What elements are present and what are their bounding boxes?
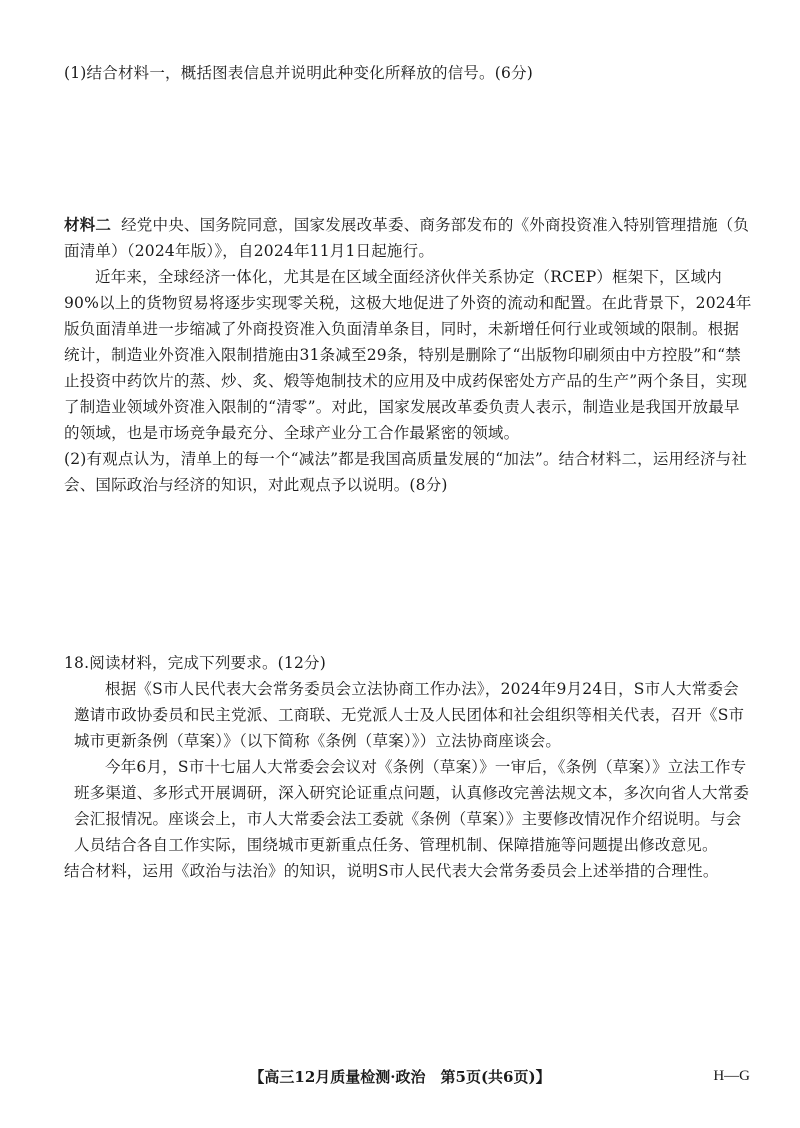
material-2 (64, 212, 754, 498)
question-18-task: 结合材料，运用《政治与法治》的知识，说明S市人民代表大会常务委员会上述举措的合理性。 (64, 862, 719, 880)
material-2-label: 材料二 (64, 215, 112, 234)
question-18-heading: 18.阅读材料，完成下列要求。(12分) (64, 654, 326, 672)
material-2-intro-paragraph (64, 212, 754, 264)
paper-code: H—G (713, 1068, 750, 1084)
question-18 (64, 650, 754, 884)
page-footer: 【高三12月质量检测·政治 第5页(共6页)】 (249, 1068, 551, 1086)
question-1-text: (1)结合材料一，概括图表信息并说明此种变化所释放的信号。(6分) (64, 64, 534, 82)
question-1 (64, 60, 744, 86)
material-2-body: 近年来，全球经济一体化，尤其是在区域全面经济伙伴关系协定（RCEP）框架下，区域内90%以上的货物贸易将逐步实现零关税，这极大地促进了外资的流动和配置。在此背景下，2024年版负面清单进一步缩减了外商投资准入负面清单条目，同时，未新增任何行业或领域的限制。根据统计，制造业外资准入限制措施由31条减至29条，特别是删除了“出版物印刷须由中方控股”和“禁止投资中药饮片的蒸、炒、炙、煅等炮制技术的应用及中成药保密处方产品的生产”两个条目，实现了制造业领域外资准入限制的“清零”。对此，国家发展改革委负责人表示，制造业是我国开放最早的领域，也是市场竞争最充分、全球产业分工合作最紧密的领域。 (64, 268, 752, 442)
question-2-text: (2)有观点认为，清单上的每一个“减法”都是我国高质量发展的“加法”。结合材料二，运用经济与社会、国际政治与经济的知识，对此观点予以说明。(8分) (64, 450, 748, 494)
question-18-paragraph-2: 今年6月，S市十七届人大常委会会议对《条例（草案）》一审后，《条例（草案）》立法工作专班多渠道、多形式开展调研，深入研究论证重点问题，认真修改完善法规文本，多次向省人大常委会汇报情况。座谈会上，市人大常委会法工委就《条例（草案）》主要修改情况作介绍说明。与会人员结合各自工作实际，围绕城市更新重点任务、管理机制、保障措施等问题提出修改意见。 (74, 758, 750, 854)
material-2-intro: 经党中央、国务院同意，国家发展改革委、商务部发布的《外商投资准入特别管理措施（负面清单）（2024年版）》，自2024年11月1日起施行。 (64, 216, 750, 260)
question-18-material (64, 676, 754, 858)
question-18-paragraph-1: 根据《S市人民代表大会常务委员会立法协商工作办法》，2024年9月24日，S市人大常委会邀请市政协委员和民主党派、工商联、无党派人士及人民团体和社会组织等相关代表，召开《S市城市更新条例（草案）》（以下简称《条例（草案）》）立法协商座谈会。 (74, 680, 745, 750)
